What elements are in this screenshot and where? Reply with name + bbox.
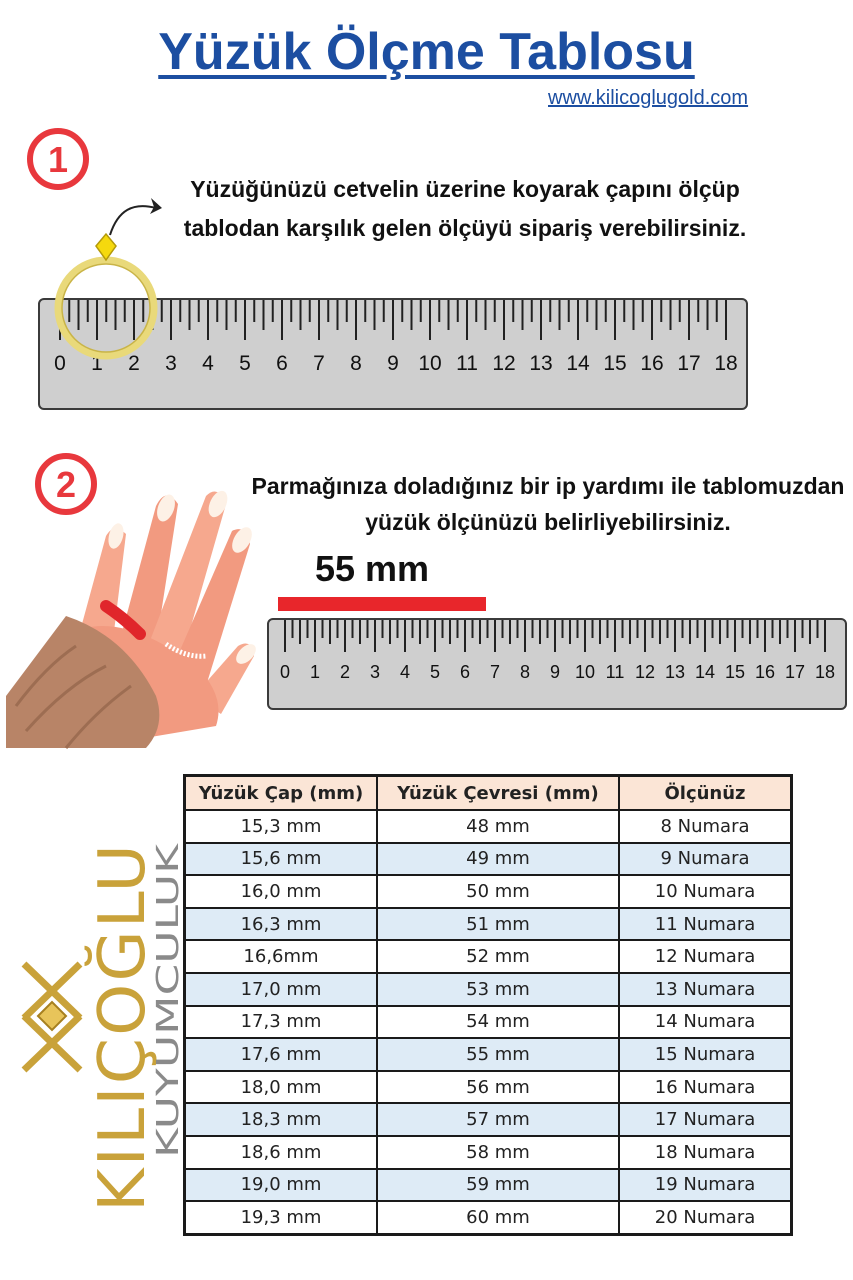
page-title: Yüzük Ölçme Tablosu [158, 23, 695, 81]
table-row [185, 810, 792, 843]
cell-circumference: 53 mm [377, 973, 619, 1006]
cell-diameter: 17,3 mm [185, 1006, 378, 1039]
table-row [185, 940, 792, 973]
cell-size: 19 Numara [619, 1169, 792, 1202]
table-row [185, 1136, 792, 1169]
hand-illustration [6, 486, 256, 748]
cell-diameter: 17,0 mm [185, 973, 378, 1006]
ruler-number: 11 [456, 352, 478, 375]
step-1-badge [26, 127, 90, 191]
ring-size-table [183, 774, 793, 1236]
ruler-number: 7 [313, 352, 325, 375]
ruler-number: 9 [549, 662, 561, 682]
header-circumference: Yüzük Çevresi (mm) [377, 776, 619, 811]
ruler-number: 12 [634, 662, 656, 682]
cell-circumference: 57 mm [377, 1103, 619, 1136]
ruler-number: 16 [640, 352, 664, 375]
ruler-number: 13 [529, 352, 553, 375]
cell-diameter: 15,6 mm [185, 843, 378, 876]
table-row [185, 1201, 792, 1234]
table-header-row [185, 776, 792, 811]
ruler-number: 1 [309, 662, 321, 682]
cell-diameter: 18,6 mm [185, 1136, 378, 1169]
cell-diameter: 19,3 mm [185, 1201, 378, 1234]
header-size: Ölçünüz [619, 776, 792, 811]
cell-diameter: 15,3 mm [185, 810, 378, 843]
ruler-number: 13 [664, 662, 686, 682]
ruler-number: 17 [784, 662, 806, 682]
ruler-number: 16 [754, 662, 776, 682]
step-2-instruction: Parmağınıza doladığınız bir ip yardımı ile tablomuzdan yüzük ölçünüzü belirliyebilirsiniz. [251, 473, 845, 535]
cell-circumference: 52 mm [377, 940, 619, 973]
cell-circumference: 58 mm [377, 1136, 619, 1169]
cell-diameter: 18,0 mm [185, 1071, 378, 1104]
table-row [185, 1006, 792, 1039]
brand-emblem-icon [16, 958, 88, 1076]
svg-text:KILIÇOĞLU: KILIÇOĞLU [86, 854, 160, 1212]
cell-diameter: 16,3 mm [185, 908, 378, 941]
ruler-number: 10 [418, 352, 442, 375]
header-diameter: Yüzük Çap (mm) [185, 776, 378, 811]
cell-size: 10 Numara [619, 875, 792, 908]
cell-size: 18 Numara [619, 1136, 792, 1169]
ruler-number: 6 [276, 352, 288, 375]
ruler-number: 8 [350, 352, 362, 375]
cell-size: 16 Numara [619, 1071, 792, 1104]
ruler-number: 7 [489, 662, 501, 682]
svg-text:KUYUMCULUK: KUYUMCULUK [151, 951, 186, 1158]
ruler-number: 3 [369, 662, 381, 682]
cell-size: 14 Numara [619, 1006, 792, 1039]
step-1-instruction: Yüzüğünüzü cetvelin üzerine koyarak çapını ölçüp tablodan karşılık gelen ölçüyü sipariş verebilirsiniz. [183, 176, 747, 241]
ruler-number: 8 [519, 662, 531, 682]
ruler-number: 12 [492, 352, 516, 375]
ruler-number: 14 [566, 352, 590, 375]
cell-size: 9 Numara [619, 843, 792, 876]
cell-size: 15 Numara [619, 1038, 792, 1071]
table-row [185, 843, 792, 876]
cell-circumference: 56 mm [377, 1071, 619, 1104]
ruler-number: 5 [429, 662, 441, 682]
cell-diameter: 18,3 mm [185, 1103, 378, 1136]
cell-diameter: 16,6mm [185, 940, 378, 973]
ruler-2 [267, 618, 847, 710]
ruler-number: 4 [399, 662, 411, 682]
ruler-number: 1 [91, 352, 103, 375]
cell-circumference: 49 mm [377, 843, 619, 876]
ruler-number: 15 [724, 662, 746, 682]
cell-size: 17 Numara [619, 1103, 792, 1136]
cell-circumference: 59 mm [377, 1169, 619, 1202]
ruler-number: 14 [694, 662, 716, 682]
cell-circumference: 50 mm [377, 875, 619, 908]
ruler-number: 6 [459, 662, 471, 682]
cell-circumference: 48 mm [377, 810, 619, 843]
ruler-number: 10 [574, 662, 596, 682]
ruler-number: 2 [128, 352, 140, 375]
ruler-number: 2 [339, 662, 351, 682]
cell-diameter: 17,6 mm [185, 1038, 378, 1071]
ruler-number: 11 [605, 662, 625, 682]
arrow-icon [150, 198, 162, 214]
measurement-string-bar [278, 597, 486, 611]
ruler-number: 0 [54, 352, 66, 375]
cell-circumference: 60 mm [377, 1201, 619, 1234]
cell-circumference: 54 mm [377, 1006, 619, 1039]
table-row [185, 908, 792, 941]
ruler-number: 9 [387, 352, 399, 375]
table-row [185, 1169, 792, 1202]
cell-circumference: 55 mm [377, 1038, 619, 1071]
brand-name [86, 840, 160, 1220]
brand-subtitle [150, 840, 184, 1160]
step-1-number: 1 [47, 139, 69, 180]
ruler-number: 15 [603, 352, 627, 375]
cell-size: 8 Numara [619, 810, 792, 843]
ruler-number: 3 [165, 352, 177, 375]
table-row [185, 1071, 792, 1104]
table-row [185, 1038, 792, 1071]
step-2-number: 2 [55, 464, 77, 505]
measurement-label: 55 mm [315, 548, 430, 589]
cell-size: 11 Numara [619, 908, 792, 941]
table-row [185, 973, 792, 1006]
ruler-number: 5 [239, 352, 251, 375]
cell-diameter: 16,0 mm [185, 875, 378, 908]
table-row [185, 875, 792, 908]
ruler-number: 18 [814, 662, 836, 682]
ruler-number: 17 [677, 352, 701, 375]
ruler-number: 0 [279, 662, 291, 682]
cell-size: 13 Numara [619, 973, 792, 1006]
ruler-number: 4 [202, 352, 214, 375]
cell-size: 12 Numara [619, 940, 792, 973]
table-row [185, 1103, 792, 1136]
cell-diameter: 19,0 mm [185, 1169, 378, 1202]
ruler-number: 18 [714, 352, 738, 375]
ring-icon [48, 190, 168, 370]
website-link[interactable]: www.kilicoglugold.com [548, 87, 749, 109]
cell-size: 20 Numara [619, 1201, 792, 1234]
cell-circumference: 51 mm [377, 908, 619, 941]
